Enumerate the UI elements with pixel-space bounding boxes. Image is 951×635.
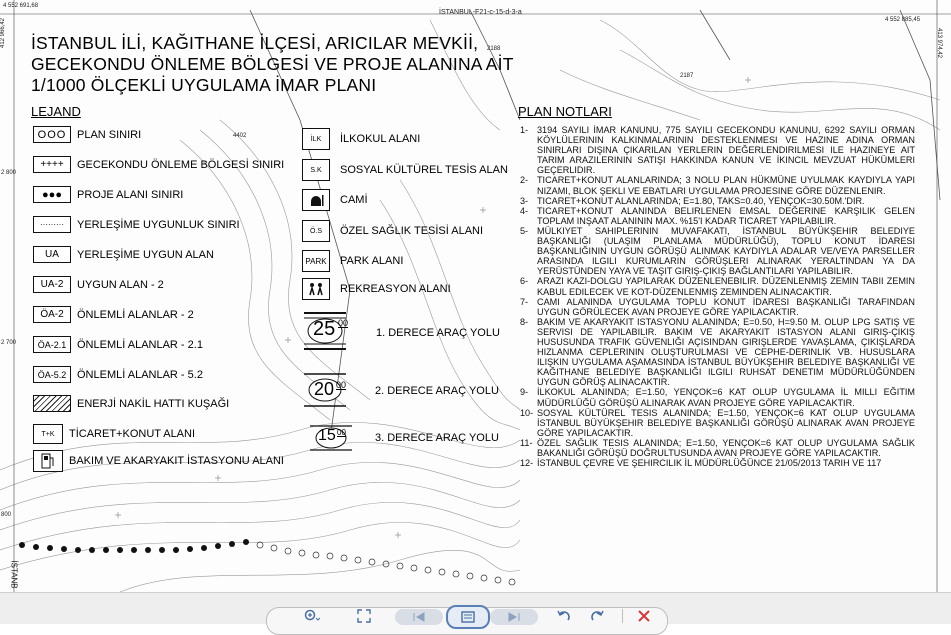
legend-item [33, 306, 194, 323]
legend-item [33, 395, 229, 412]
legend-item [302, 250, 403, 272]
plan-note: 11- ÖZEL SAĞLIK TESIS ALANINDA; E=1.50, YENÇOK=6 KAT OLUP UYGULAMA SAĞLIK BAKANLIĞI GÖRÜŞÜ DOĞRULTUSUNDA AVAN PROJEYE GÖRE YAPILACAKTIR. [520, 437, 915, 458]
school-icon: İLK [302, 128, 330, 150]
legend-item [33, 216, 240, 233]
legend-item [33, 126, 141, 143]
legend-label: CAMİ [340, 194, 368, 206]
coordinate-left-4: 800 [1, 512, 12, 518]
coordinate-left-3: 2 700 [1, 340, 17, 346]
legend-item [302, 189, 368, 211]
legend-label: ÖNLEMLİ ALANLAR - 5.2 [77, 368, 203, 381]
legend-label: GECEKONDU ÖNLEME BÖLGESİ SINIRI [77, 158, 285, 171]
road-class-label: 3. DERECE ARAÇ YOLU [375, 432, 499, 444]
recreation-icon [302, 278, 330, 300]
legend-item [33, 186, 183, 203]
legend-item [302, 159, 508, 181]
legend-label: YERLEŞİME UYGUN ALAN [77, 248, 214, 261]
parcel-number: 4402 [233, 133, 247, 139]
legend-label: ÖNLEMLİ ALANLAR - 2 [77, 308, 194, 321]
plan-note: 10- SOSYAL KÜLTÜREL TESIS ALANINDA; E=1.50, YENÇOK=6 KAT OLUP UYGULAMA İSTANBUL BÜYÜKŞEHIR BELEDIYE BAŞKANLIĞI GÖRÜŞÜ ALINARAK AVAN PROJEYE GÖRE YAPILACAKTIR. [520, 407, 915, 438]
rotate-left-icon[interactable] [556, 609, 572, 623]
legend-label: YERLEŞİME UYGUNLUK SINIRI [77, 218, 240, 231]
precaution-area-2-symbol: ÖA-2 [33, 306, 71, 323]
page-view-icon[interactable] [446, 605, 490, 629]
plan-note: 5- MÜLKIYET SAHIPLERININ MUVAFAKATI, İSTANBUL BÜYÜKŞEHIR BELEDIYE BAŞKANLIĞI (ULAŞIM PLANLAMA MÜDÜRLÜĞÜ), TOPLU KONUT İDARESI BAŞKANLIĞININ UYGUN GÖRÜŞÜ ALINMAK KAYDIYLA ADALAR VE/VEYA PARSELLER ARASINDA ILGILI KURUMLARIN GÖRÜŞLERI ALINARAK YERALTINDAN YA DA YERÜSTÜNDEN YAYA VE TAŞIT GIRIŞ-ÇIKIŞ BAĞLANTILARI YAPILABILIR. [520, 225, 915, 277]
road-width-decimals: 00 [337, 428, 346, 437]
road-width-decimals: 00 [336, 380, 347, 390]
road-width-value: 20 [314, 379, 335, 399]
legend-item [302, 128, 420, 150]
legend-label: İLKOKUL ALANI [340, 133, 421, 145]
legend-label: PARK ALANI [340, 255, 404, 267]
zoom-in-icon[interactable] [300, 609, 324, 623]
plan-note: 6- ARAZI KAZI-DOLGU YAPILARAK DÜZENLENEBILIR. DÜZENLENMIŞ ZEMIN TABII ZEMIN KABUL EDILECEK VE KOT-DÜZENLENMIŞ ZEMINDEN ALINACAKTIR. [520, 276, 915, 297]
fuel-station-icon [33, 450, 63, 472]
road-class-label: 2. DERECE ARAÇ YOLU [375, 385, 499, 397]
park-icon: PARK [302, 250, 330, 272]
legend-label: ÖZEL SAĞLIK TESİSİ ALANI [340, 225, 484, 237]
coordinate-top-left: 4 552 691,68 [3, 3, 39, 9]
legend-item [33, 246, 214, 263]
coordinate-left-1: 412 966,42 [0, 17, 7, 49]
plan-notes-list [520, 125, 915, 468]
prevention-boundary-symbol: ++++ [33, 156, 71, 173]
legend-item [33, 156, 284, 173]
road-width-value: 15 [318, 427, 336, 444]
title-line: GECEKONDU ÖNLEME BÖLGESİ VE PROJE ALANINA AİT [31, 54, 514, 74]
parcel-number: 2188 [487, 46, 501, 52]
parcel-number: 2187 [680, 73, 694, 79]
sheet-id: İSTANBUL-F21-c-15-d-3-a [439, 9, 522, 16]
plan-notes-heading: PLAN NOTLARI [518, 104, 612, 119]
sheet-edge-label: İSTANB [9, 560, 19, 589]
coordinate-top-right: 4 552 885,45 [885, 17, 921, 23]
road-width-value: 25 [313, 318, 336, 340]
legend-label: REKREASYON ALANI [340, 283, 451, 295]
legend-label: TİCARET+KONUT ALANI [69, 428, 196, 440]
legend-item [33, 276, 164, 293]
legend-label: SOSYAL KÜLTÜREL TESİS ALAN [340, 164, 508, 176]
plan-note: 8- BAKIM VE AKARYAKIT ISTASYONU ALANINDA; E=0.50, H=9.50 M. OLUP LPG SATIŞ VE SERVISI DE YAPILABILIR. BAKIM VE AKARYAKIT ISTASYON ALANI GIRIŞ-ÇIKIŞ HUSUSUNDA TRAFIK GÜVENLIĞI AÇISINDAN GIRIŞLERDE YAVAŞLAMA, ÇIKIŞLARDA HIZLANMA CEPLERININ OLUŞTURULMASI VE CEPHE-DERINLIK VB. HUSUSLARA ILIŞKIN UYGULAMA AŞAMASINDA İSTANBUL BÜYÜKŞEHIR BELEDIYE BAŞKANLIĞI VE KAĞITHANE BELEDIYE BAŞKANLIĞI ILGILI RUHSAT DENETIM MÜDÜRLÜĞÜNDEN UYGUN GÖRÜŞ ALINACAKTIR. [520, 316, 915, 388]
precaution-area-2-1-symbol: ÖA-2.1 [33, 336, 71, 353]
road-class-label: 1. DERECE ARAÇ YOLU [376, 327, 500, 339]
commercial-residential-symbol: T+K [33, 424, 63, 444]
toolbar-divider [622, 609, 623, 623]
power-line-corridor-symbol [33, 395, 71, 412]
suitable-area-symbol: UA [33, 246, 71, 263]
road-width-decimals: 00 [338, 318, 349, 328]
legend-item [33, 336, 203, 353]
private-health-icon: Ö.S [302, 220, 330, 242]
mosque-icon [302, 189, 330, 211]
legend-label: ENERJİ NAKİL HATTI KUŞAĞI [77, 397, 230, 410]
legend-label: UYGUN ALAN - 2 [77, 278, 164, 291]
plan-note: 1- 3194 SAYILI İMAR KANUNU, 775 SAYILI GECEKONDU KANUNU, 6292 SAYILI ORMAN KÖYLÜLERININ KALKINMALARININ DESTEKLENMESI VE HAZINE ADINA ORMAN SINIRLARI DIŞINA ÇIKARILAN YERLERIN DEĞERLENDIRILMESI ILE HAZINEYE AIT TARIM ARAZILERININ SATIŞI HAKKINDA KANUN VE İKINCIL MEVZUAT HÜKÜMLERI GEÇERLIDIR. [520, 125, 915, 176]
fit-page-icon[interactable] [355, 609, 373, 623]
legend-heading: LEJAND [31, 104, 81, 119]
legend-label: PLAN SINIRI [77, 128, 142, 141]
social-cultural-icon: S.K [302, 159, 330, 181]
rotate-right-icon[interactable] [589, 609, 605, 623]
project-boundary-symbol: ●●● [33, 186, 71, 203]
plan-title [31, 33, 514, 96]
suitability-boundary-symbol: ········· [33, 216, 71, 233]
coordinate-left-2: 2 800 [1, 170, 17, 176]
legend-label: PROJE ALANI SINIRI [77, 188, 184, 201]
plan-boundary-symbol: OOO [33, 126, 71, 143]
legend-label: ÖNLEMLİ ALANLAR - 2.1 [77, 338, 203, 351]
coordinate-right-1: 413 974,42 [936, 27, 943, 59]
plan-note: 2- TICARET+KONUT ALANLARINDA; 3 NOLU PLAN HÜKMÜNE UYULMAK KAYDIYLA YAPI NIZAMI, BLOK ŞEKLI VE EBATLARI UYGULAMA PROJESINE GÖRE DÜZENLENIR. [520, 175, 915, 196]
legend-label: BAKIM VE AKARYAKIT İSTASYONU ALANI [69, 455, 284, 467]
plan-note: 12- İSTANBUL ÇEVRE VE ŞEHIRCILIK İL MÜDÜRLÜĞÜNCE 21/05/2013 TARIH VE 117 [520, 458, 882, 469]
legend-item [302, 278, 451, 300]
precaution-area-5-2-symbol: ÖA-5.2 [33, 366, 71, 383]
plan-note: 3- TICARET+KONUT ALANLARINDA; E=1.80, TAKS=0.40, YENÇOK=30.50M.'DIR. [520, 195, 865, 206]
legend-item [33, 366, 203, 383]
title-line: İSTANBUL İLİ, KAĞITHANE İLÇESİ, ARICILAR MEVKİİ, [31, 33, 479, 53]
suitable-area-2-symbol: UA-2 [33, 276, 71, 293]
plan-note: 4- TICARET+KONUT ALANINDA BELIRLENEN EMSAL DEĞERINE KARŞILIK GELEN TOPLAM INŞAAT ALANININ MAX. %15'I KADAR TICARET YAPILABILIR. [520, 205, 915, 226]
close-icon[interactable] [636, 609, 652, 623]
title-line: 1/1000 ÖLÇEKLİ UYGULAMA İMAR PLANI [31, 75, 377, 95]
plan-note: 9- İLKOKUL ALANINDA; E=1.50, YENÇOK=6 KAT OLUP UYGULAMA İL MILLI EĞITIM MÜDÜRLÜĞÜ GÖRÜŞÜ ALINARAK AVAN PROJEYE GÖRE YAPILACAKTIR. [520, 387, 915, 408]
legend-item [33, 424, 195, 444]
legend-item [33, 450, 284, 472]
plan-note: 7- CAMI ALANINDA UYGULAMA TOPLU KONUT İDARESI BAŞKANLIĞI TARAFINDAN UYGUN GÖRÜLECEK AVAN PROJEYE GÖRE YAPILACAKTIR. [520, 296, 915, 317]
legend-item [302, 220, 483, 242]
